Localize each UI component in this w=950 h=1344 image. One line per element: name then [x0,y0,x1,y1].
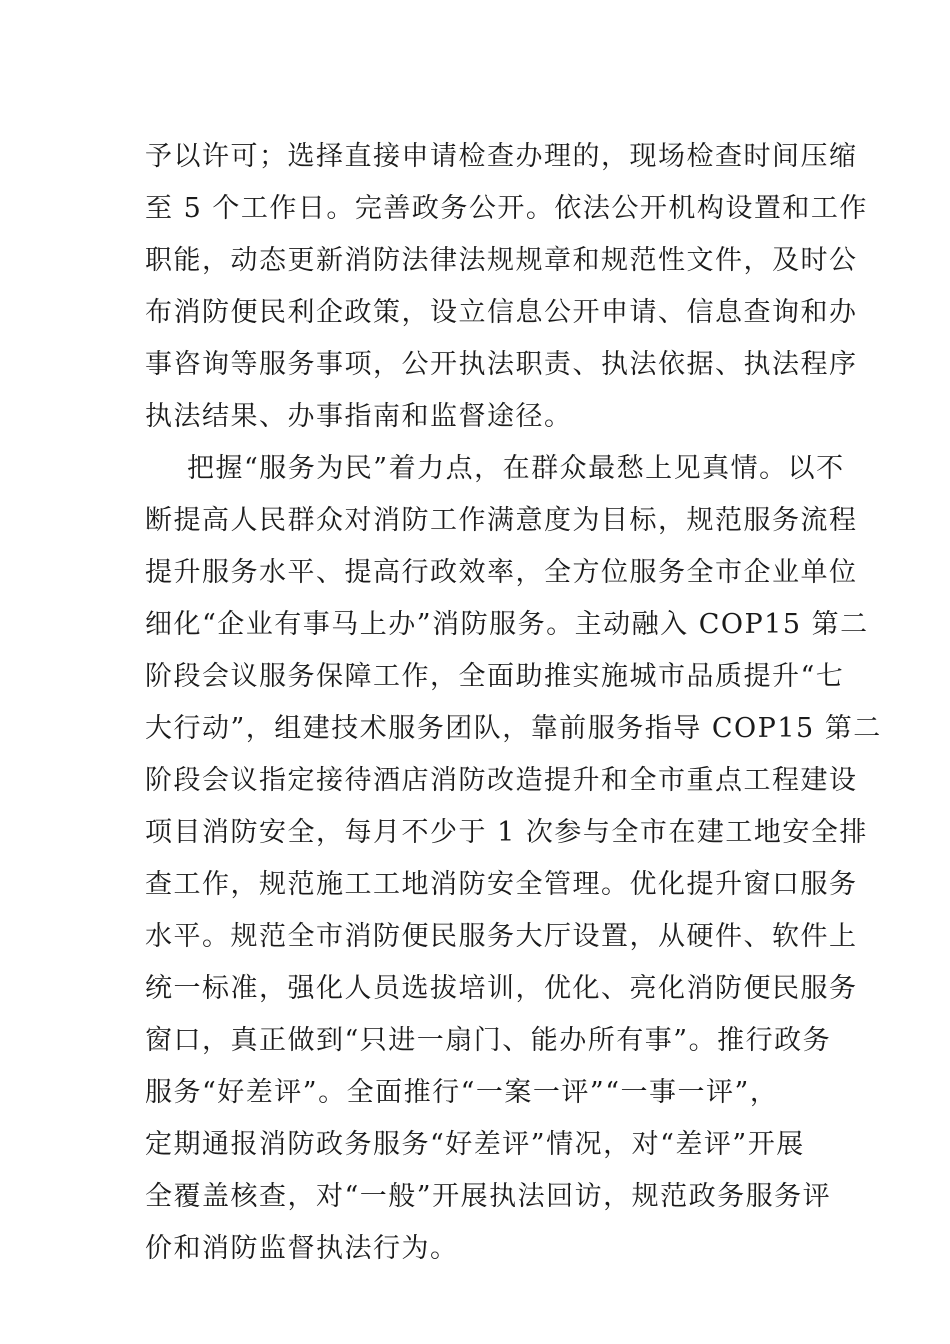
paragraph-1-line-6: 执法结果、办事指南和监督途径。 [145,401,573,432]
paragraph-2-line-5: 阶段会议服务保障工作，全面助推实施城市品质提升“七 [145,661,845,692]
paragraph-2-line-11: 统一标准，强化人员选拔培训，优化、亮化消防便民服务 [145,973,858,1004]
paragraph-2-line-10: 水平。规范全市消防便民服务大厅设置，从硬件、软件上 [145,921,858,952]
paragraph-2-line-14: 定期通报消防政务服务“好差评”情况，对“差评”开展 [145,1129,805,1160]
paragraph-2-line-15: 全覆盖核查，对“一般”开展执法回访，规范政务服务评 [145,1181,832,1212]
paragraph-1-line-2: 至 5 个工作日。完善政务公开。依法公开机构设置和工作 [145,193,868,224]
paragraph-1-line-4: 布消防便民利企政策，设立信息公开申请、信息查询和办 [145,297,858,328]
paragraph-2-line-1: 把握“服务为民”着力点，在群众最愁上见真情。以不 [187,453,845,484]
paragraph-2-line-4: 细化“企业有事马上办”消防服务。主动融入 COP15 第二 [145,609,869,640]
paragraph-2-line-9: 查工作，规范施工工地消防安全管理。优化提升窗口服务 [145,869,858,900]
paragraph-2-line-8: 项目消防安全，每月不少于 1 次参与全市在建工地安全排 [145,817,868,848]
paragraph-1-line-5: 事咨询等服务事项，公开执法职责、执法依据、执法程序 [145,349,858,380]
paragraph-2-line-6: 大行动”，组建技术服务团队，靠前服务指导 COP15 第二 [145,713,882,744]
paragraph-2-line-7: 阶段会议指定接待酒店消防改造提升和全市重点工程建设 [145,765,858,796]
paragraph-2-line-16: 价和消防监督执法行为。 [145,1233,459,1264]
paragraph-1-line-1: 予以许可；选择直接申请检查办理的，现场检查时间压缩 [145,141,858,172]
paragraph-2-line-3: 提升服务水平、提高行政效率，全方位服务全市企业单位 [145,557,858,588]
paragraph-2-line-13: 服务“好差评”。全面推行“一案一评”“一事一评”， [145,1077,779,1108]
paragraph-1-line-3: 职能，动态更新消防法律法规规章和规范性文件，及时公 [145,245,858,276]
paragraph-2-line-2: 断提高人民群众对消防工作满意度为目标，规范服务流程 [145,505,858,536]
paragraph-2-line-12: 窗口，真正做到“只进一扇门、能办所有事”。推行政务 [145,1025,832,1056]
